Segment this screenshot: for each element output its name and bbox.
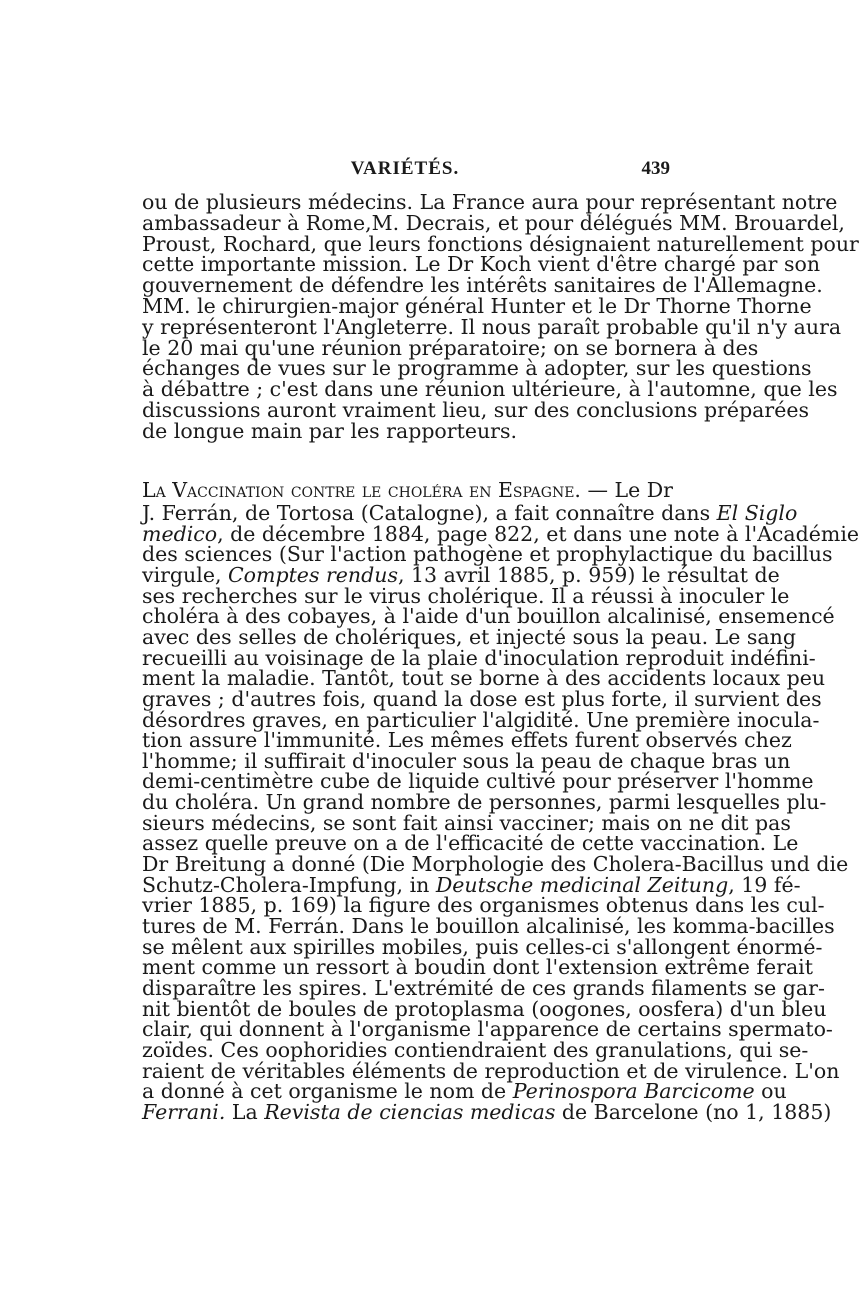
paragraph-2-line: demi-centimètre cube de liquide cultivé pour préserver l'homme: [142, 769, 814, 794]
paragraph-2-line: ses recherches sur le virus cholérique. Il a réussi à inoculer le: [142, 583, 790, 608]
paragraph-2-line: désordres graves, en particulier l'algidité. Une première inocula-: [142, 707, 820, 732]
paragraph-2-line: du choléra. Un grand nombre de personnes, parmi lesquelles plu-: [142, 790, 827, 815]
paragraph-2-line: ment la maladie. Tantôt, tout se borne à des accidents locaux peu: [142, 666, 826, 691]
paragraph-2-line: virgule, Comptes rendus, 13 avril 1885, p. 959) le résultat de: [142, 562, 780, 587]
paragraph-2-line: sieurs médecins, se sont fait ainsi vacciner; mais on ne dit pas: [142, 810, 791, 835]
paragraph-2-line: choléra à des cobayes, à l'aide d'un bouillon alcalinisé, ensemencé: [142, 604, 835, 629]
paragraph-2-line: J. Ferrán, de Tortosa (Catalogne), a fait connaître dans El Siglo: [142, 501, 798, 525]
paragraph-2-line: graves ; d'autres fois, quand la dose est plus forte, il survient des: [142, 686, 822, 711]
paragraph-2-line: zoïdes. Ces oophoridies contiendraient des granulations, qui se-: [142, 1037, 809, 1062]
paragraph-2-line: Schutz-Cholera-Impfung, in Deutsche medicinal Zeitung, 19 fé-: [142, 872, 801, 897]
paragraph-2-line: des sciences (Sur l'action pathogène et prophylactique du bacillus: [142, 542, 833, 567]
paragraph-2-line: vrier 1885, p. 169) la figure des organismes obtenus dans les cul-: [142, 893, 825, 918]
paragraph-2-line: disparaître les spires. L'extrémité de ces grands filaments se gar-: [142, 975, 825, 1000]
paragraph-2-line: se mêlent aux spirilles mobiles, puis celles-ci s'allongent énormé-: [142, 934, 823, 959]
paragraph-2-line: nit bientôt de boules de protoplasma (oogones, oosfera) d'un bleu: [142, 996, 827, 1021]
paragraph-1-line: cette importante mission. Le Dr Koch vient d'être chargé par son: [142, 252, 821, 277]
paragraph-1-line: y représenteront l'Angleterre. Il nous paraît probable qu'il n'y aura: [142, 314, 842, 339]
paragraph-2-line: medico, de décembre 1884, page 822, et dans une note à l'Académie: [142, 521, 859, 546]
paragraph-1-line: à débattre ; c'est dans une réunion ultérieure, à l'automne, que les: [142, 377, 838, 402]
paragraph-2-line: l'homme; il suffirait d'inoculer sous la peau de chaque bras un: [142, 748, 791, 773]
paragraph-2-line: raient de véritables éléments de reproduction et de virulence. L'on: [142, 1058, 840, 1083]
paragraph-2-line: recueilli au voisinage de la plaie d'inoculation reproduit indéfini-: [142, 645, 816, 670]
running-title: VARIÉTÉS.: [350, 158, 460, 179]
paragraph-2-line: ment comme un ressort à boudin dont l'extension extrême ferait: [142, 955, 813, 980]
paragraph-2-line: Dr Breitung a donné (Die Morphologie des Cholera-Bacillus und die: [142, 852, 849, 877]
paragraph-1-line: discussions auront vraiment lieu, sur des conclusions préparées: [142, 398, 809, 422]
paragraph-1-line: Proust, Rochard, que leurs fonctions désignaient naturellement pour: [142, 231, 859, 256]
paragraph-2-line: clair, qui donnent à l'organisme l'apparence de certains spermato-: [142, 1017, 833, 1042]
paragraph-2-line: tures de M. Ferrán. Dans le bouillon alcalinisé, les komma-bacilles: [142, 914, 835, 938]
paragraph-2-line: tion assure l'immunité. Les mêmes effets furent observés chez: [142, 728, 792, 753]
paragraph-1-line: gouvernement de défendre les intérêts sanitaires de l'Allemagne.: [142, 273, 823, 298]
paragraph-1-line: ambassadeur à Rome,M. Decrais, et pour délégués MM. Brouardel,: [142, 210, 845, 235]
section-heading: La Vaccination contre le choléra en Espagne.: [142, 478, 581, 502]
page-header: [140, 158, 670, 188]
paragraph-1-line: MM. le chirurgien-major général Hunter et le Dr Thorne Thorne: [142, 294, 812, 318]
paragraph-1-line: le 20 mai qu'une réunion préparatoire; on se bornera à des: [142, 335, 759, 360]
paragraph-2-line: avec des selles de cholériques, et injecté sous la peau. Le sang: [142, 624, 796, 649]
page-number: 439: [641, 158, 670, 179]
section-heading-line: [142, 478, 673, 502]
paragraph-2-line: Ferrani. La Revista de ciencias medicas de Barcelone (no 1, 1885): [142, 1099, 832, 1124]
paragraph-1-line: de longue main par les rapporteurs.: [142, 418, 517, 443]
paragraph-1-line: échanges de vues sur le programme à adopter, sur les questions: [142, 356, 812, 381]
paragraph-2-line: a donné à cet organisme le nom de Perinospora Barcicome ou: [142, 1079, 787, 1104]
paragraph-1-line: ou de plusieurs médecins. La France aura pour représentant notre: [142, 190, 838, 214]
section-heading-tail: — Le Dr: [580, 478, 673, 502]
paragraph-2-line: assez quelle preuve on a de l'efficacité de cette vaccination. Le: [142, 831, 799, 856]
